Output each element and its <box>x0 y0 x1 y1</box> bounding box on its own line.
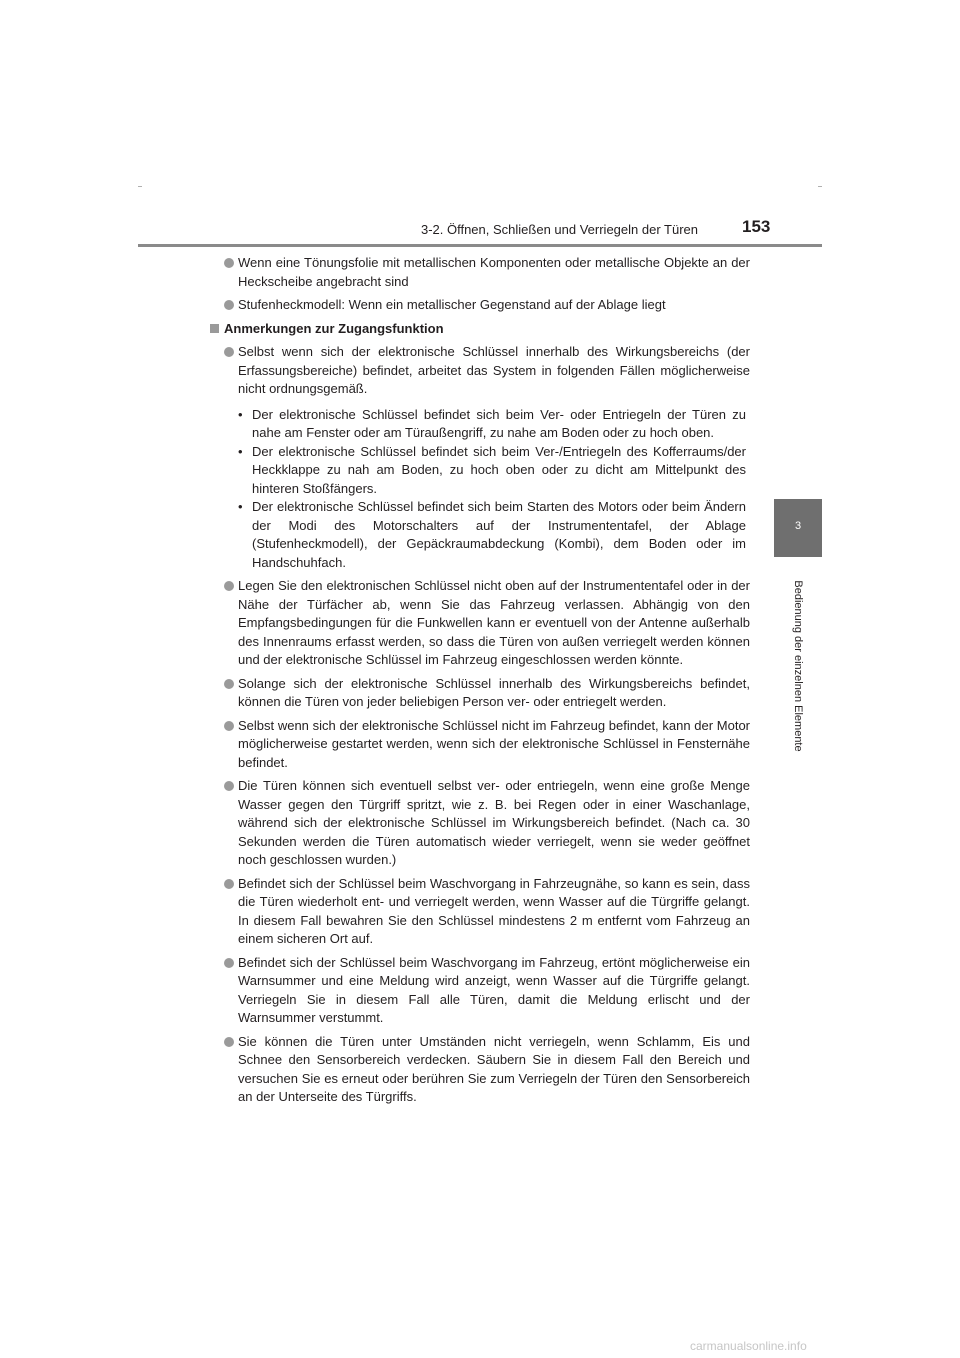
bullet-text: Wenn eine Tönungsfolie mit metallischen Komponenten oder metallische Objekte an der Heckscheibe angebracht sind <box>238 255 750 289</box>
bullet-dot-icon <box>224 781 234 791</box>
bullet-item <box>210 343 750 572</box>
chapter-tab-number: 3 <box>794 520 802 532</box>
sub-list-text: Der elektronische Schlüssel befindet sich beim Ver- oder Entriegeln der Türen zu nahe am Fenster oder am Türaußengriff, zu nahe am Boden oder zu hoch oben. <box>252 406 746 440</box>
bullet-item <box>210 875 750 949</box>
sub-bullet-icon: • <box>238 499 243 514</box>
bullet-item <box>210 1033 750 1107</box>
bullet-dot-icon <box>224 1037 234 1047</box>
sub-list <box>238 406 750 573</box>
sub-list-text: Der elektronische Schlüssel befindet sich beim Ver-/Entriegeln des Kofferraums/der Heckklappe zu nah am Boden, zu hoch oben oder zu dicht am Mittelpunkt des hinteren Stoßfängers. <box>252 443 746 496</box>
bullet-text: Befindet sich der Schlüssel beim Waschvorgang in Fahrzeugnähe, so kann es sein, dass die Türen wiederholt ent- und verriegelt werden, wenn Wasser auf die Türgriffe gelangt. In diesem Fall bewahren Sie den Schlüssel mindestens 2 m entfernt vom Fahrzeug an einem sicheren Ort auf. <box>238 875 750 946</box>
bullet-item <box>210 296 750 315</box>
square-bullet-icon <box>210 324 219 333</box>
sub-list-text: Der elektronische Schlüssel befindet sich beim Starten des Motors oder beim Ändern der Modi des Motorschalters auf der Instrumententafel, der Ablage (Stufenheckmodell), der Gepäckraumabdeckung (Kombi), dem Boden oder im Handschuhfach. <box>252 499 746 570</box>
bullet-text: Legen Sie den elektronischen Schlüssel nicht oben auf der Instrumententafel oder in der Nähe der Türfächer ab, wenn Sie das Fahrzeug verlassen. Abhängig von den Empfangsbedingungen für die Funkwellen kann er eventuell von der Antenne außerhalb des Innenraums erfasst werden, so dass die Türen von außen verriegelt werden können und der elektronische Schlüssel im Fahrzeug eingeschlossen werden könnte. <box>238 578 750 667</box>
crop-mark-left <box>138 186 142 187</box>
page-number: 153 <box>742 217 771 236</box>
bullet-text: Die Türen können sich eventuell selbst ver- oder entriegeln, wenn eine große Menge Wasser gegen den Türgriff spritzt, wie z. B. bei Regen oder in einer Waschanlage, während sich der elektronische Schlüssel im Wirkungsbereich befindet. (Nach ca. 30 Sekunden werden die Türen automatisch wieder verriegelt, wenn sie weder geöffnet noch geschlossen wurden.) <box>238 778 750 867</box>
bullet-text: Solange sich der elektronische Schlüssel innerhalb des Wirkungsbereichs befindet, können die Türen von jeder beliebigen Person ver- oder entriegelt werden. <box>238 675 750 709</box>
watermark: carmanualsonline.info <box>690 1339 807 1353</box>
chapter-side-label: Bedienung der einzelnen Elemente <box>792 580 804 752</box>
page-content <box>210 254 750 1112</box>
section-heading <box>210 320 750 339</box>
bullet-text: Sie können die Türen unter Umständen nicht verriegeln, wenn Schlamm, Eis und Schnee den Sensorbereich verdecken. Säubern Sie in diesem Fall den Bereich und versuchen Sie es erneut oder berühren Sie zum Verriegeln der Türen den Sensorbereich an der Unterseite des Türgriffs. <box>238 1033 750 1104</box>
bullet-text: Selbst wenn sich der elektronische Schlüssel nicht im Fahrzeug befindet, kann der Motor möglicherweise gestartet werden, wenn sich der elektronische Schlüssel in Fensternähe befindet. <box>238 717 750 770</box>
bullet-item <box>210 675 750 712</box>
section-header-title: 3-2. Öffnen, Schließen und Verriegeln der Türen <box>420 222 698 237</box>
section-heading-text: Anmerkungen zur Zugangsfunktion <box>224 320 444 336</box>
header-rule <box>138 244 822 247</box>
bullet-dot-icon <box>224 721 234 731</box>
bullet-dot-icon <box>224 300 234 310</box>
sub-list-item <box>238 443 750 499</box>
bullet-item <box>210 254 750 291</box>
bullet-dot-icon <box>224 679 234 689</box>
bullet-dot-icon <box>224 958 234 968</box>
bullet-dot-icon <box>224 581 234 591</box>
bullet-item <box>210 777 750 870</box>
bullet-text: Befindet sich der Schlüssel beim Waschvorgang im Fahrzeug, ertönt möglicherweise ein Warnsummer und eine Meldung wird anzeigt, wenn Wasser auf die Türgriffe gelangt. Verriegeln Sie in diesem Fall alle Türen, damit die Meldung erlischt und der Warnsummer verstummt. <box>238 954 750 1025</box>
sub-list-item <box>238 406 750 443</box>
bullet-item <box>210 954 750 1028</box>
bullet-dot-icon <box>224 258 234 268</box>
bullet-dot-icon <box>224 347 234 357</box>
sub-list-item <box>238 498 750 572</box>
bullet-item <box>210 577 750 670</box>
bullet-text: Stufenheckmodell: Wenn ein metallischer Gegenstand auf der Ablage liegt <box>238 297 666 312</box>
crop-mark-right <box>818 186 822 187</box>
bullet-item <box>210 717 750 773</box>
bullet-text: Selbst wenn sich der elektronische Schlüssel innerhalb des Wirkungsbereichs (der Erfassungsbereiche) befindet, arbeitet das System in folgenden Fällen möglicherweise nicht ordnungsgemäß. <box>238 344 750 396</box>
sub-bullet-icon: • <box>238 406 243 422</box>
sub-bullet-icon: • <box>238 443 243 459</box>
bullet-dot-icon <box>224 879 234 889</box>
